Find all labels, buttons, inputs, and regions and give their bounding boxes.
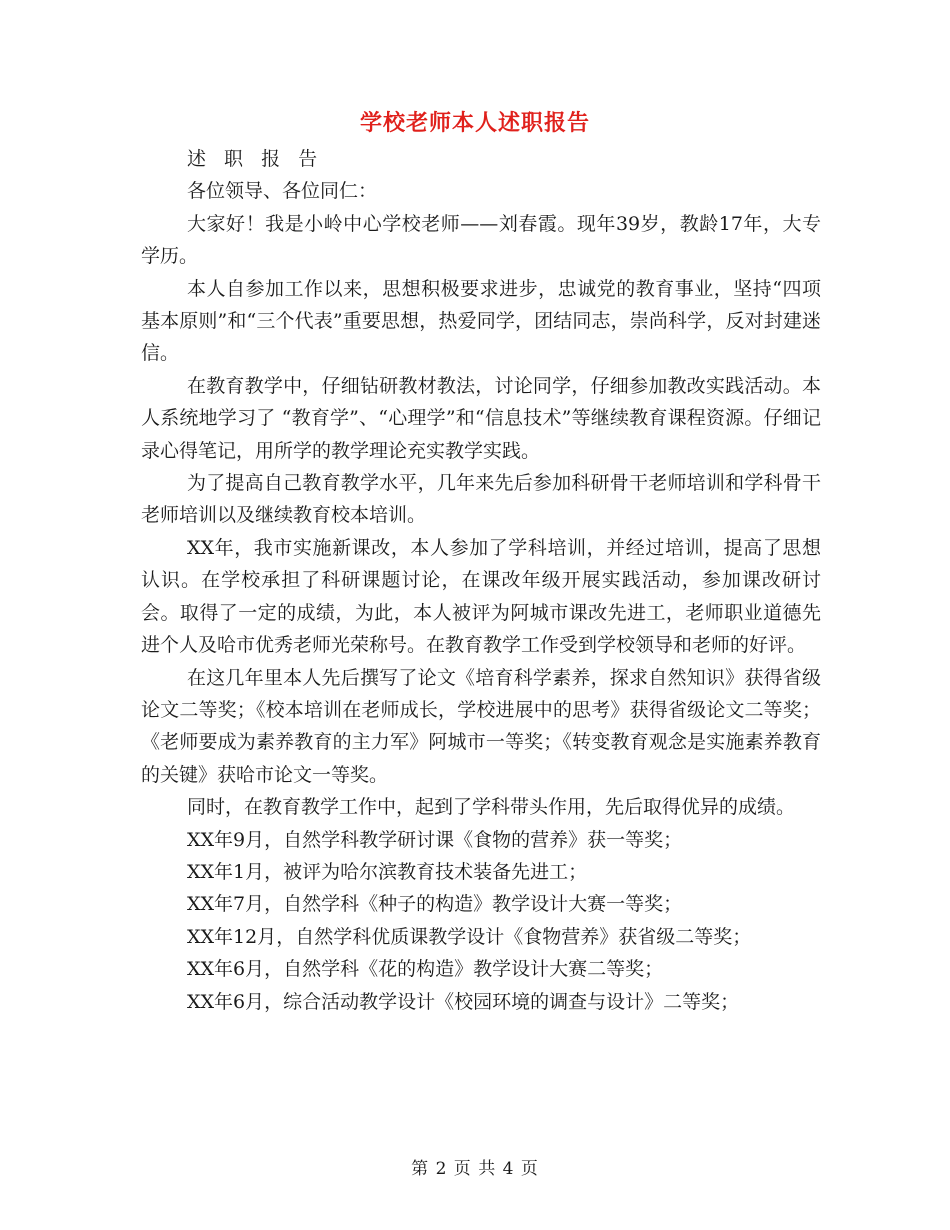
- paragraph: XX年，我市实施新课改，本人参加了学科培训，并经过培训，提高了思想认识。在学校承担了科研课题讨论，在课改年级开展实践活动，参加课改研讨会。取得了一定的成绩，为此，本人被评为阿城市课改先进工，老师职业道德先进个人及哈市优秀老师光荣称号。在教育教学工作受到学校领导和老师的好评。: [141, 536, 821, 657]
- paragraph: 在这几年里本人先后撰写了论文《培育科学素养，探求自然知识》获得省级论文二等奖；《校本培训在老师成长，学校进展中的思考》获得省级论文二等奖；《老师要成为素养教育的主力军》阿城市一等奖；《转变教育观念是实施素养教育的关键》获哈市论文一等奖。: [141, 666, 821, 786]
- award-item: XX年7月，自然学科《种子的构造》教学设计大赛一等奖；: [187, 893, 683, 916]
- report-heading: 述 职 报 告: [187, 148, 324, 170]
- document-body: [141, 143, 821, 1018]
- paragraph: 大家好！我是小岭中心学校老师——刘春霞。现年39岁，教龄17年，大专学历。: [141, 212, 821, 268]
- paragraph: 同时，在教育教学工作中，起到了学科带头作用，先后取得优异的成绩。: [187, 796, 796, 819]
- document-title: 学校老师本人述职报告: [359, 110, 590, 136]
- paragraph: 为了提高自己教育教学水平，几年来先后参加科研骨干老师培训和学科骨干老师培训以及继续教育校本培训。: [141, 472, 821, 527]
- award-item: XX年9月，自然学科教学研讨课《食物的营养》获一等奖；: [187, 828, 683, 851]
- award-item: XX年6月，自然学科《花的构造》教学设计大赛二等奖；: [187, 958, 664, 981]
- salutation: 各位领导、各位同仁：: [187, 180, 378, 203]
- award-item: XX年6月，综合活动教学设计《校园环境的调查与设计》二等奖；: [187, 990, 740, 1013]
- paragraph: 本人自参加工作以来，思想积极要求进步，忠诚党的教育事业，坚持“四项基本原则”和“三个代表”重要思想，热爱同学，团结同志，崇尚科学，反对封建迷信。: [141, 277, 821, 365]
- award-item: XX年1月，被评为哈尔滨教育技术装备先进工；: [187, 860, 588, 883]
- paragraph: 在教育教学中，仔细钻研教材教法，讨论同学，仔细参加教改实践活动。本人系统地学习了 “教育学”、“心理学”和“信息技术”等继续教育课程资源。仔细记录心得笔记，用所学的教学理论充实教学实践。: [141, 374, 821, 462]
- award-item: XX年12月，自然学科优质课教学设计《食物营养》获省级二等奖；: [187, 925, 752, 948]
- page-number-footer: 第 2 页 共 4 页: [411, 1159, 539, 1179]
